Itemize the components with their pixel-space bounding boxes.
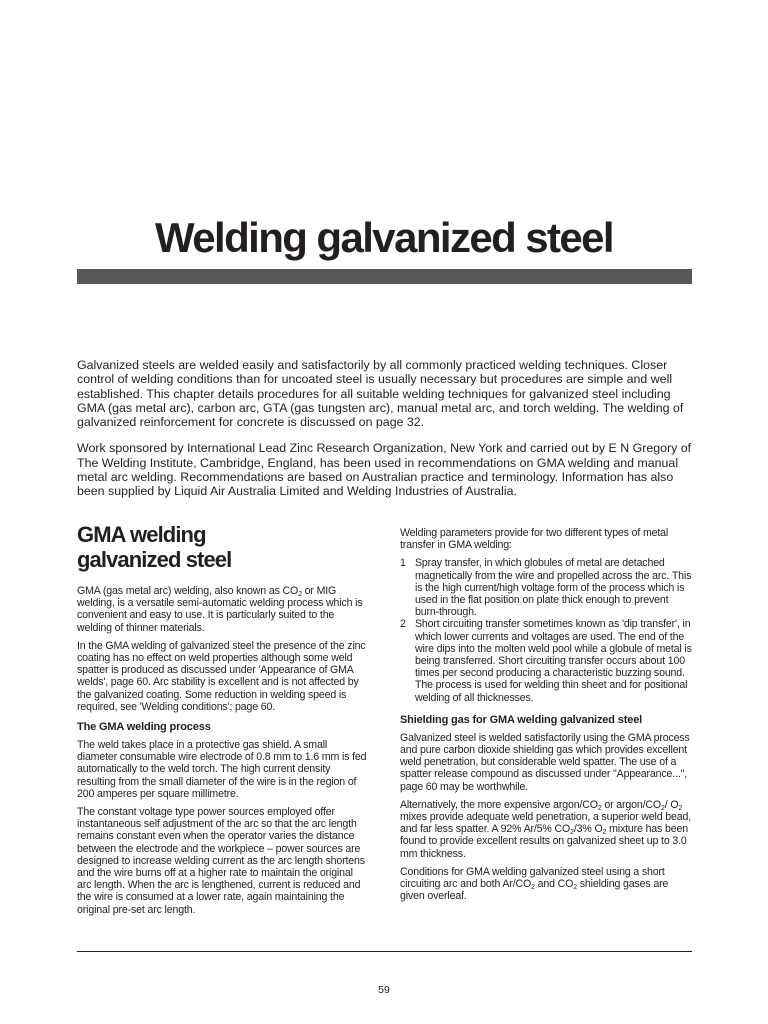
intro-section <box>77 358 695 511</box>
section-title <box>77 522 369 572</box>
argon-mix-paragraph: Alternatively, the more expensive argon/$CO_2$ or argon/$CO_2/$ $O_2$ mixes provide adequate weld penetration, a superior weld bead, and far less spatter. A 92% Ar/5% $CO_2/3\%$ $O_2$ mixture has been found to provide excellent results on galvanized sheet up to 3.0 mm thickness. <box>400 798 692 860</box>
list-item: 2 Short circuiting transfer sometimes known as 'dip transfer', in which lower currents and voltages are used. The end of the wire dips into the molten weld pool while a globule of metal is being transferred. Short circuiting transfer occurs about 100 times per second producing a characteristic buzzing sound. The process is used for welding thin sheet and for positional welding of all thicknesses. <box>400 618 692 704</box>
title-divider-bar <box>77 269 692 284</box>
sponsor-paragraph: Work sponsored by International Lead Zinc Research Organization, New York and carried out by E N Gregory of The Welding Institute, Cambridge, England, has been used in recommendations on GMA welding and manual metal arc welding. Recommendations are based on Australian practice and terminology. Information has also been supplied by Liquid Air Australia Limited and Welding Industries of Australia. <box>77 441 692 499</box>
intro-paragraph: Galvanized steels are welded easily and satisfactorily by all commonly practiced welding techniques. Closer control of welding conditions than for uncoated steel is usually necessary but procedures are simple and well established. This chapter details procedures for all suitable welding techniques for galvanized steel including GMA (gas metal arc), carbon arc, GTA (gas tungsten arc), manual metal arc, and torch welding. The welding of galvanized reinforcement for concrete is discussed on page 32. <box>77 358 684 430</box>
co2-paragraph: Galvanized steel is welded satisfactorily using the GMA process and pure carbon dioxide shielding gas which provides excellent weld penetration, but considerable weld spatter. The use of a spatter release compound as discussed under "Appearance...", page 60 may be worthwhile. <box>400 731 690 793</box>
page-number: 59 <box>378 984 390 996</box>
gma-intro-paragraph: GMA (gas metal arc) welding, also known as $CO_2$ or MIG welding, is a versatile semi-automatic welding process which is convenient and easy to use. It is particularly suited to the welding of thinner materials. <box>77 585 363 634</box>
gas-shield-paragraph: The weld takes place in a protective gas shield. A small diameter consumable wire electrode of 0.8 mm to 1.6 mm is fed automatically to the weld torch. The high current density resulting from the small diameter of the wire is in the region of 200 amperes per square millimetre. <box>77 739 367 800</box>
shielding-gas-subhead: Shielding gas for GMA welding galvanized steel <box>400 713 643 726</box>
zinc-coating-paragraph: In the GMA welding of galvanized steel the presence of the zinc coating has no effect on weld properties although some weld spatter is produced as discussed under 'Appearance of GMA welds', page 60. Arc stability is excellent and is not affected by the galvanized coating. Some reduction in welding speed is required, see 'Welding conditions'; page 60. <box>77 639 366 713</box>
footer-divider <box>77 951 692 952</box>
page-title: Welding galvanized steel <box>155 214 613 261</box>
transfer-intro-paragraph: Welding parameters provide for two different types of metal transfer in GMA welding: <box>400 527 669 552</box>
left-column <box>77 522 369 922</box>
section-title-line1: GMA welding <box>77 522 206 547</box>
gma-process-subhead: The GMA welding process <box>77 721 211 734</box>
conditions-paragraph: Conditions for GMA welding galvanized steel using a short circuiting arc and both $Ar/CO_2$ and $CO_2$ shielding gases are given overleaf. <box>400 865 669 903</box>
list-item: 1 Spray transfer, in which globules of metal are detached magnetically from the wire and propelled across the arc. This is the high current/high voltage form of the process which is used in the flat position on plate thick enough to prevent burn-through. <box>400 557 692 619</box>
transfer-list <box>400 557 692 703</box>
right-column <box>400 527 692 908</box>
power-source-paragraph: The constant voltage type power sources employed offer instantaneous self adjustment of the arc so that the arc length remains constant even when the operator varies the distance between the electrode and the workpiece – power sources are designed to increase welding current as the arc length shortens and the wire burns off at a higher rate to maintain the original arc length. When the arc is lengthened, current is reduced and the wire is consumed at a lower rate, again maintaining the original pre-set arc length. <box>77 806 365 916</box>
section-title-line2: galvanized steel <box>77 547 232 572</box>
